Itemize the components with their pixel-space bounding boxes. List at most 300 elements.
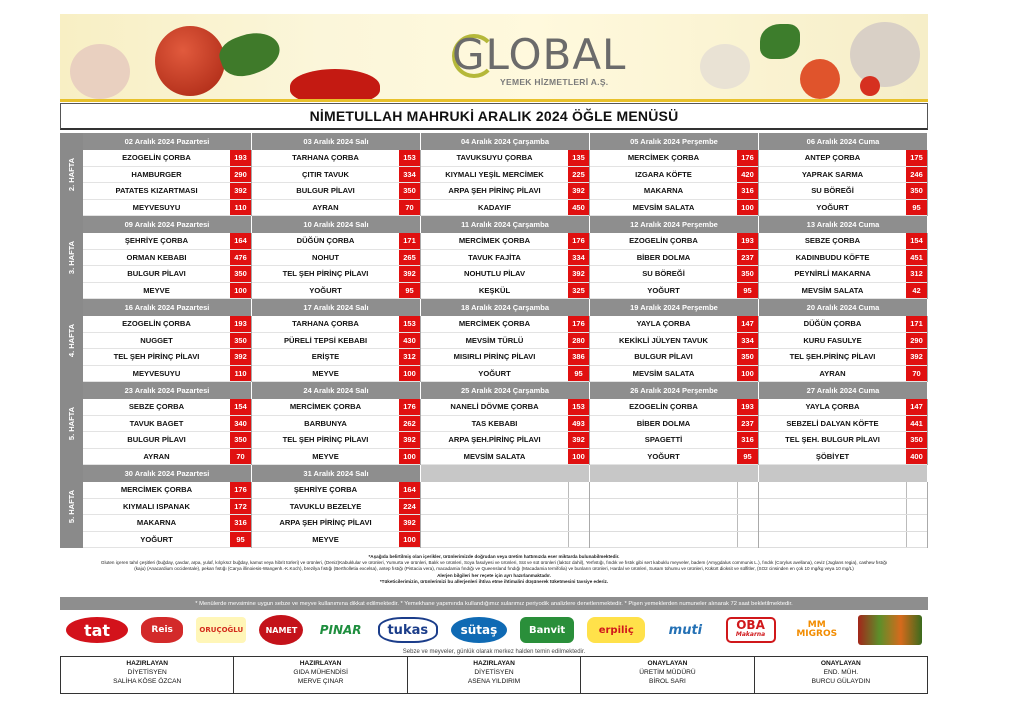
dish-row [590, 283, 758, 300]
calorie-badge: 100 [399, 449, 420, 465]
calorie-badge: 153 [568, 399, 589, 415]
day-column [759, 150, 928, 216]
dish-name: TAVUK FAJİTA [468, 252, 521, 262]
dish-name: KIYMALI YEŞİL MERCİMEK [445, 169, 544, 179]
day-column [83, 316, 252, 382]
week-block [60, 216, 928, 299]
dish-row [590, 200, 758, 217]
signature-title: GIDA MÜHENDİSİ [293, 669, 348, 676]
dish-name: EZOGELİN ÇORBA [629, 236, 698, 246]
dish-name: MEYVE [312, 451, 339, 461]
week-label-text: 2. HAFTA [67, 157, 77, 192]
dish-name: ARPA ŞEH.PİRİNÇ PİLAVI [448, 435, 541, 445]
dish-row [252, 316, 420, 333]
calorie-badge: 100 [737, 200, 758, 216]
dish-row [421, 283, 589, 300]
dish-row [252, 150, 420, 167]
day-column [252, 399, 421, 465]
dish-row [83, 499, 251, 516]
calorie-badge: 450 [568, 200, 589, 216]
calorie-badge: 176 [568, 233, 589, 249]
dish-name: EZOGELİN ÇORBA [629, 402, 698, 412]
dish-row [759, 349, 927, 366]
dish-row [83, 283, 251, 300]
dish-row [421, 349, 589, 366]
calorie-badge: 290 [230, 167, 251, 183]
dish-name: ARPA ŞEH PİRİNÇ PİLAVI [279, 518, 372, 528]
dish-name: ŞEHRİYE ÇORBA [293, 485, 358, 495]
dish-name: AYRAN [312, 202, 339, 212]
calorie-badge: 100 [230, 283, 251, 299]
calorie-badge: 392 [399, 515, 420, 531]
dish-name: BULGUR PİLAVI [296, 186, 355, 196]
erpilic-logo: erpiliç [587, 617, 645, 643]
dish-row [590, 266, 758, 283]
signature-title: DİYETİSYEN [127, 669, 167, 676]
dish-name: BULGUR PİLAVI [634, 352, 693, 362]
calorie-badge: 95 [568, 366, 589, 382]
day-header [421, 465, 590, 482]
dish-name: EZOGELİN ÇORBA [122, 153, 191, 163]
day-header [590, 465, 759, 482]
logo-subtitle: YEMEK HİZMETLERİ A.Ş. [500, 77, 609, 87]
dish-row [759, 250, 927, 267]
dish-name: SU BÖREĞİ [642, 269, 685, 279]
day-column [252, 150, 421, 216]
dish-name: MEYVESUYU [132, 368, 181, 378]
empty-cell [421, 482, 589, 499]
dish-row [421, 266, 589, 283]
dish-name: ÇITIR TAVUK [302, 169, 349, 179]
tomato-decoration [155, 26, 225, 96]
sutas-logo: sütaş [451, 617, 507, 643]
calorie-badge: 334 [737, 333, 758, 349]
calorie-badge: 476 [230, 250, 251, 266]
day-column [252, 482, 421, 548]
dish-row [421, 316, 589, 333]
dish-name: TARHANA ÇORBA [292, 153, 359, 163]
menu-title-bar [60, 103, 928, 130]
banner-stripe [60, 99, 928, 102]
dish-name: YOĞURT [140, 534, 173, 544]
day-header: 23 Aralık 2024 Pazartesi [83, 382, 252, 399]
dish-name: PATATES KIZARTMASI [115, 186, 198, 196]
calorie-badge: 176 [737, 150, 758, 166]
day-header: 20 Aralık 2024 Cuma [759, 299, 928, 316]
page-title: NİMETULLAH MAHRUKİ ARALIK 2024 ÖĞLE MENÜSÜ [309, 108, 679, 124]
dish-name: ORMAN KEBABI [126, 252, 187, 262]
dish-row [759, 416, 927, 433]
dish-row [421, 416, 589, 433]
dish-row [83, 416, 251, 433]
day-header: 10 Aralık 2024 Salı [252, 216, 421, 233]
signature-role: ONAYLAYAN [820, 660, 861, 667]
week-block [60, 299, 928, 382]
week-block [60, 465, 928, 548]
dish-name: MAKARNA [643, 186, 684, 196]
dish-name: YOĞURT [647, 285, 680, 295]
allergen-note-3: (kaju) (Anacardium occidentale), pekan fıstığı (Carya illinoiesis-Wangenh.-K.Koch), brezilya fıstığı (Bertholletia excelsa), antep fıstığı (Pistacia vera), macadamia fındığı ve Queensland fındığı (Macadamia ternifolia) ve bunların ürünleri, Hardal ve ürünleri, Susam tohumu ve ürünleri, Kükürt dioksit ve sülfitler, (SO2 cinsinden en çok 10 mg/kg veya 10 mg/L) [134, 566, 854, 572]
calorie-badge: 225 [568, 167, 589, 183]
dish-name: YOĞURT [478, 368, 511, 378]
day-header: 24 Aralık 2024 Salı [252, 382, 421, 399]
calorie-badge: 493 [568, 416, 589, 432]
day-column [83, 399, 252, 465]
calorie-badge: 350 [230, 266, 251, 282]
dish-row [252, 349, 420, 366]
hygiene-note: * Menülerde mevsimine uygun sebze ve meyve kullanımına dikkat edilmektedir. * Yemekhane yapımında kullandığımız sularımız periyodik analizlere denetlenmektedir. * Pişen yemeklerden numuneler alınarak 72 saat bekletilmektedir. [60, 597, 928, 610]
day-header: 25 Aralık 2024 Çarşamba [421, 382, 590, 399]
calorie-badge: 340 [230, 416, 251, 432]
calorie-badge: 350 [906, 432, 927, 448]
dish-name: ŞÖBİYET [815, 451, 850, 461]
dish-row [421, 183, 589, 200]
dish-name: KADAYIF [477, 202, 512, 212]
dish-name: KIYMALI ISPANAK [123, 501, 190, 511]
dish-row [252, 449, 420, 466]
dish-name: NUGGET [140, 335, 173, 345]
dish-name: TAVUKLU BEZELYE [289, 501, 362, 511]
calorie-badge: 392 [399, 266, 420, 282]
dish-row [421, 399, 589, 416]
day-column [83, 233, 252, 299]
dish-row [252, 183, 420, 200]
dish-row [252, 333, 420, 350]
dish-row [252, 482, 420, 499]
chili-decoration [860, 76, 880, 96]
dish-row [421, 432, 589, 449]
calorie-badge: 154 [230, 399, 251, 415]
calorie-badge: 290 [906, 333, 927, 349]
day-header: 11 Aralık 2024 Çarşamba [421, 216, 590, 233]
dish-row [759, 333, 927, 350]
calorie-badge: 392 [568, 183, 589, 199]
calorie-badge: 164 [230, 233, 251, 249]
dish-name: PEYNİRLİ MAKARNA [794, 269, 871, 279]
calorie-badge: 95 [230, 532, 251, 548]
calorie-badge: 316 [230, 515, 251, 531]
dish-row [590, 167, 758, 184]
dish-name: BULGUR PİLAVI [127, 269, 186, 279]
empty-cell [759, 482, 927, 499]
produce-note: Sebze ve meyveler, günlük olarak merkez halden temin edilmektedir. [402, 649, 586, 655]
dish-name: BARBUNYA [304, 418, 347, 428]
calorie-badge: 334 [399, 167, 420, 183]
logo-word: GLOBAL [452, 30, 627, 79]
signature-name: BİROL SARI [649, 678, 686, 685]
dish-row [421, 333, 589, 350]
day-column [252, 316, 421, 382]
calorie-badge: 171 [906, 316, 927, 332]
empty-cell [590, 499, 758, 516]
signature-title: ÜRETİM MÜDÜRÜ [639, 669, 696, 676]
calorie-badge: 193 [230, 316, 251, 332]
calorie-badge: 350 [230, 333, 251, 349]
calorie-badge: 42 [906, 283, 927, 299]
empty-cell [421, 532, 589, 549]
signature-column [234, 657, 407, 693]
dish-row [590, 449, 758, 466]
pepper-decoration [290, 69, 380, 102]
dish-row [590, 399, 758, 416]
dish-row [421, 167, 589, 184]
calorie-badge: 193 [737, 399, 758, 415]
dish-name: TEL ŞEH. BULGUR PİLAVI [785, 435, 880, 445]
dish-row [590, 366, 758, 383]
pinar-logo: PINAR [319, 623, 362, 637]
basil-decoration [760, 24, 800, 59]
dish-row [759, 233, 927, 250]
empty-cell [759, 532, 927, 549]
day-column [759, 233, 928, 299]
day-column [590, 399, 759, 465]
calorie-badge: 334 [568, 250, 589, 266]
dish-row [83, 250, 251, 267]
dish-row [83, 266, 251, 283]
calorie-badge: 95 [399, 283, 420, 299]
day-header: 03 Aralık 2024 Salı [252, 133, 421, 150]
dish-name: YOĞURT [309, 285, 342, 295]
dish-name: DÜĞÜN ÇORBA [296, 236, 355, 246]
calorie-badge: 154 [906, 233, 927, 249]
brand-logos [60, 613, 928, 647]
calorie-badge: 392 [230, 349, 251, 365]
dish-name: MEVSİM SALATA [632, 368, 695, 378]
calorie-badge: 350 [399, 183, 420, 199]
allergen-note-4: Alerjen bilgileri her reçete için ayrı hazırlanmaktadır. [437, 572, 551, 578]
dish-row [421, 366, 589, 383]
dish-row [590, 432, 758, 449]
dish-row [252, 167, 420, 184]
dish-row [83, 233, 251, 250]
dish-name: MEVSİM TÜRLÜ [465, 335, 524, 345]
signature-title: END. MÜH. [823, 669, 859, 676]
dish-row [83, 316, 251, 333]
dish-row [83, 399, 251, 416]
calorie-badge: 350 [737, 266, 758, 282]
dish-row [590, 316, 758, 333]
calorie-badge: 171 [399, 233, 420, 249]
signature-column [755, 657, 927, 693]
calorie-badge: 193 [737, 233, 758, 249]
calorie-badge: 350 [230, 432, 251, 448]
dish-row [83, 183, 251, 200]
dish-row [83, 366, 251, 383]
dish-row [759, 200, 927, 217]
dish-name: MEVSİM SALATA [463, 451, 526, 461]
dish-row [759, 150, 927, 167]
allergen-note-1: *Aşağıda belirtilmiş olan içerikler, ürünlerimizde doğrudan veya üretim hattımızda eser miktarda bulunabilmektedir. [368, 554, 620, 559]
orucoglu-logo: ORUÇOĞLU [196, 617, 246, 643]
day-column [252, 233, 421, 299]
allergen-notes [60, 554, 928, 585]
day-header: 06 Aralık 2024 Cuma [759, 133, 928, 150]
signature-role: HAZIRLAYAN [126, 660, 169, 667]
dish-name: MERCİMEK ÇORBA [289, 402, 362, 412]
day-header [759, 465, 928, 482]
dish-name: MERCİMEK ÇORBA [458, 319, 531, 329]
empty-cell [590, 515, 758, 532]
dish-row [590, 349, 758, 366]
dish-row [421, 150, 589, 167]
week-label [60, 133, 83, 216]
empty-cell [590, 482, 758, 499]
dish-name: TAVUK BAGET [129, 418, 184, 428]
dish-name: BİBER DOLMA [636, 252, 691, 262]
parsley-decoration [215, 25, 285, 83]
dish-name: NANELİ DÖVME ÇORBA [450, 402, 539, 412]
day-header: 19 Aralık 2024 Perşembe [590, 299, 759, 316]
calorie-badge: 176 [568, 316, 589, 332]
calorie-badge: 350 [906, 183, 927, 199]
dish-name: YOĞURT [816, 202, 849, 212]
dish-row [83, 532, 251, 549]
dish-row [83, 482, 251, 499]
dish-name: NOHUTLU PİLAV [463, 269, 526, 279]
dish-row [421, 200, 589, 217]
dish-name: KURU FASULYE [803, 335, 862, 345]
week-label [60, 216, 83, 299]
day-header: 27 Aralık 2024 Cuma [759, 382, 928, 399]
dish-name: TEL ŞEH PİRİNÇ PİLAVI [282, 435, 369, 445]
calorie-badge: 95 [737, 283, 758, 299]
dish-row [252, 266, 420, 283]
calorie-badge: 100 [737, 366, 758, 382]
signature-role: HAZIRLAYAN [299, 660, 342, 667]
dish-row [759, 266, 927, 283]
calorie-badge: 147 [906, 399, 927, 415]
calorie-badge: 325 [568, 283, 589, 299]
reis-logo: Reis [141, 617, 183, 643]
dish-name: NOHUT [312, 252, 339, 262]
dish-name: MERCİMEK ÇORBA [458, 236, 531, 246]
dish-name: ERİŞTE [311, 352, 340, 362]
dish-row [252, 366, 420, 383]
dish-row [759, 167, 927, 184]
dish-name: MEYVE [312, 368, 339, 378]
dish-row [83, 150, 251, 167]
calorie-badge: 172 [230, 499, 251, 515]
signature-column [581, 657, 754, 693]
menu-grid [60, 133, 928, 548]
day-column [421, 316, 590, 382]
dish-row [590, 333, 758, 350]
calorie-badge: 70 [230, 449, 251, 465]
dish-name: ANTEP ÇORBA [804, 153, 861, 163]
day-column [590, 316, 759, 382]
dish-name: AYRAN [143, 451, 170, 461]
signature-name: BURCU GÜLAYDIN [811, 678, 871, 685]
dish-name: MISIRLI PİRİNÇ PİLAVI [453, 352, 536, 362]
day-column [421, 399, 590, 465]
calorie-badge: 430 [399, 333, 420, 349]
day-header: 12 Aralık 2024 Perşembe [590, 216, 759, 233]
week-label-text: 5. HAFTA [67, 489, 77, 524]
calorie-badge: 176 [230, 482, 251, 498]
day-column [421, 233, 590, 299]
muti-logo: muti [668, 622, 703, 638]
dish-row [83, 167, 251, 184]
dish-row [252, 432, 420, 449]
oba-logo-word: OBA [736, 618, 765, 632]
garlic-bulb-decoration [850, 22, 920, 87]
calorie-badge: 153 [399, 316, 420, 332]
dish-row [590, 150, 758, 167]
header-banner [60, 14, 928, 102]
dish-row [252, 233, 420, 250]
calorie-badge: 386 [568, 349, 589, 365]
oba-logo-sub: Makarna [735, 631, 766, 638]
calorie-badge: 147 [737, 316, 758, 332]
calorie-badge: 135 [568, 150, 589, 166]
dish-name: BİBER DOLMA [636, 418, 691, 428]
calorie-badge: 175 [906, 150, 927, 166]
dish-row [252, 515, 420, 532]
dish-name: MEYVESUYU [132, 202, 181, 212]
dish-name: SEBZE ÇORBA [128, 402, 185, 412]
mushroom-decoration [700, 44, 750, 89]
day-header: 16 Aralık 2024 Pazartesi [83, 299, 252, 316]
calorie-badge: 350 [737, 349, 758, 365]
migros-logo: MM MIGROS [796, 620, 838, 639]
day-column [421, 150, 590, 216]
dish-name: HAMBURGER [131, 169, 182, 179]
day-column [83, 150, 252, 216]
dish-name: TAS KEBABI [471, 418, 518, 428]
day-header: 17 Aralık 2024 Salı [252, 299, 421, 316]
calorie-badge: 193 [230, 150, 251, 166]
dish-row [759, 366, 927, 383]
calorie-badge: 392 [399, 432, 420, 448]
calorie-badge: 100 [399, 366, 420, 382]
signature-name: MERVE ÇINAR [297, 678, 344, 685]
day-header: 04 Aralık 2024 Çarşamba [421, 133, 590, 150]
dish-name: YAYLA ÇORBA [636, 319, 691, 329]
calorie-badge: 95 [906, 200, 927, 216]
dish-name: DÜĞÜN ÇORBA [803, 319, 862, 329]
signature-role: ONAYLAYAN [647, 660, 688, 667]
day-column [759, 316, 928, 382]
dish-name: TAVUKSUYU ÇORBA [456, 153, 533, 163]
dish-row [421, 233, 589, 250]
dish-name: YAPRAK SARMA [801, 169, 864, 179]
calorie-badge: 95 [737, 449, 758, 465]
empty-cell [759, 499, 927, 516]
dish-name: ŞEHRİYE ÇORBA [124, 236, 189, 246]
dish-row [252, 416, 420, 433]
allergen-note-5: *Tüketicilerimizin, ürünlerimizi bu allerjenleri ihtiva etme ihtimalini düşünerek tüketmesini tavsiye ederiz. [379, 578, 609, 584]
week-block [60, 382, 928, 465]
dish-name: TEL ŞEH PİRİNÇ PİLAVI [113, 352, 200, 362]
empty-cell [759, 515, 927, 532]
dish-name: IZGARA KÖFTE [635, 169, 692, 179]
dish-name: EZOGELİN ÇORBA [122, 319, 191, 329]
day-header: 31 Aralık 2024 Salı [252, 465, 421, 482]
dish-row [590, 416, 758, 433]
global-logo [452, 30, 627, 90]
calorie-badge: 265 [399, 250, 420, 266]
week-label [60, 382, 83, 465]
calorie-badge: 392 [568, 432, 589, 448]
empty-cell [421, 515, 589, 532]
calorie-badge: 280 [568, 333, 589, 349]
dish-name: SPAGETTİ [644, 435, 683, 445]
dish-row [421, 449, 589, 466]
calorie-badge: 312 [399, 349, 420, 365]
day-header: 05 Aralık 2024 Perşembe [590, 133, 759, 150]
signature-column [408, 657, 581, 693]
dish-name: PÜRELİ TEPSİ KEBABI [283, 335, 368, 345]
